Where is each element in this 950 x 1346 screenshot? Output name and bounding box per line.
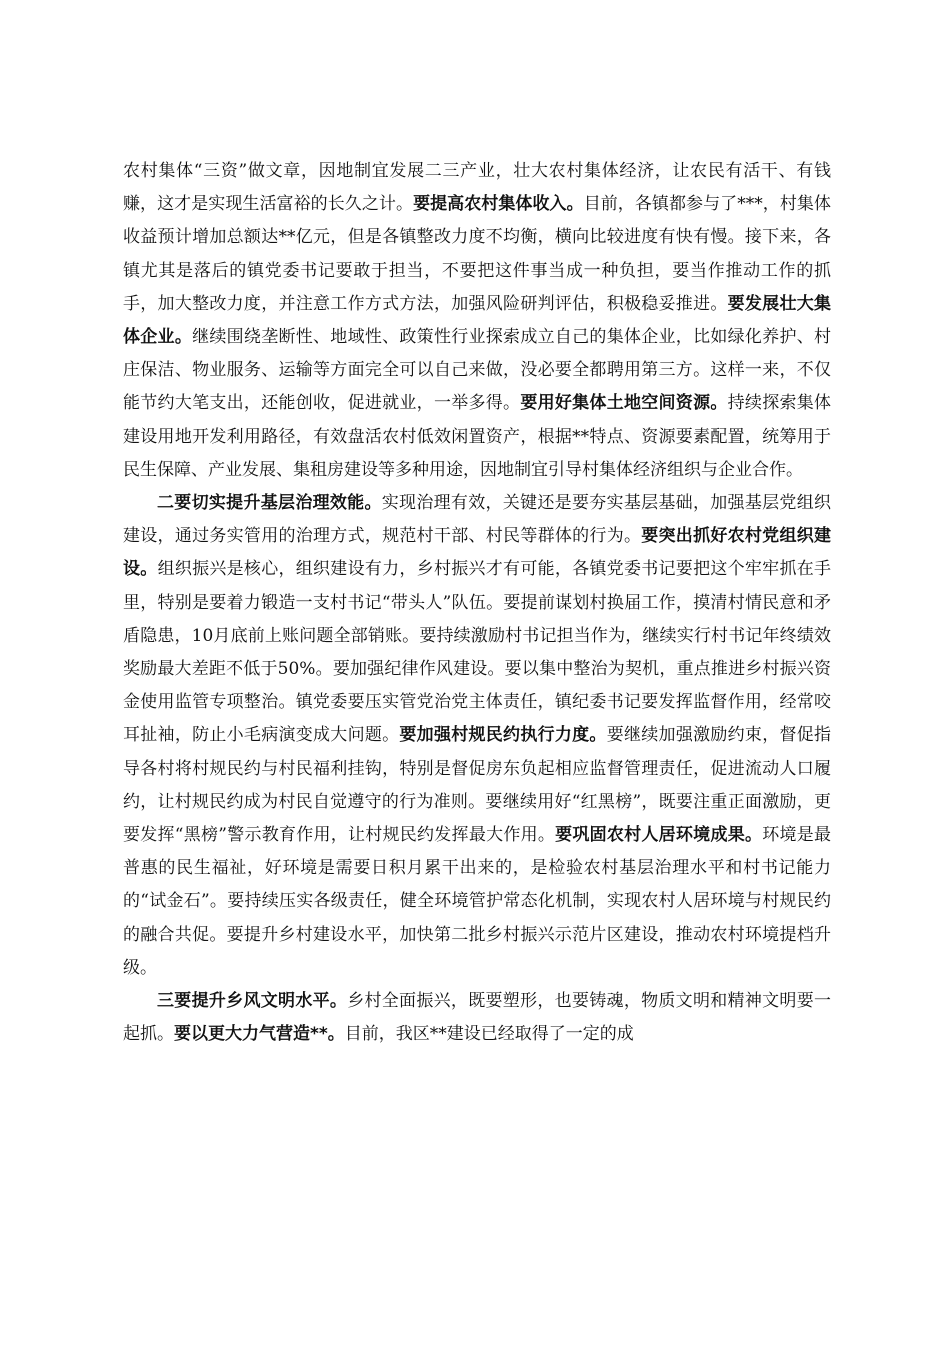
paragraph-1-text: 继续围绕垄断性、地域性、政策性行业探索成立自己的集体企业，比如绿化养护、村庄保洁、物业服务、运输等方面完全可以自己来做，没必要全都聘用第三方。这样一来，不仅能节约大笔支出，还能创收，促进就业，一举多得。: [123, 327, 832, 414]
paragraph-2-text: 组织振兴是核心，组织建设有力，乡村振兴才有可能，各镇党委书记要把这个牢牢抓在手里，特别是要着力锻造一支村书记“带头人”队伍。要提前谋划村换届工作，摸清村情民意和矛盾隐患，10月底前上账问题全部销账。要持续激励村书记担当作为，继续实行村书记年终绩效奖励最大差距不低于50%。要加强纪律作风建设。要以集中整治为契机，重点推进乡村振兴资金使用监管专项整治。镇党委要压实管党治党主体责任，镇纪委书记要发挥监督作用，经常咬耳扯袖，防止小毛病演变成大问题。: [123, 559, 832, 746]
paragraph-3: [123, 985, 831, 1051]
section-heading-governance: 二要切实提升基层治理效能。: [157, 493, 382, 514]
paragraph-2: [123, 487, 831, 985]
paragraph-1-text: 目前，各镇都参与了***，村集体收益预计增加总额达**亿元，但是各镇整改力度不均衡，横向比较进度有快有慢。接下来，各镇尤其是落后的镇党委书记要敢于担当，不要把这件事当成一种负担，要当作推动工作的抓手，加大整改力度，并注意工作方式方法，加强风险研判评估，积极稳妥推进。: [123, 194, 831, 314]
paragraph-1: [123, 155, 831, 487]
section-heading-civilization: 三要提升乡风文明水平。: [157, 991, 348, 1012]
heading-greater-effort: 要以更大力气营造**。: [174, 1024, 345, 1045]
paragraph-1-text: 农村集体“三资”做文章，因地制宜发展二三产业，壮大农村集体经济，让农民有活干、有钱赚，这才是实现生活富裕的长久之计。: [123, 161, 831, 215]
heading-collective-enterprise: 要发展壮大集体企业。: [123, 293, 831, 348]
paragraph-2-text: 环境是最普惠的民生福祉，好环境是需要日积月累干出来的，是检验农村基层治理水平和村书记能力的“试金石”。要持续压实各级责任，健全环境管护常态化机制，实现农村人居环境与村规民约的融合共促。要提升乡村建设水平，加快第二批乡村振兴示范片区建设，推动农村环境提档升级。: [123, 825, 831, 978]
paragraph-1-text: 持续探索集体建设用地开发利用路径，有效盘活农村低效闲置资产，根据**特点、资源要素配置，统筹用于民生保障、产业发展、集租房建设等多种用途，因地制宜引导村集体经济组织与企业合作。: [123, 393, 832, 480]
paragraph-3-text: 乡村全面振兴，既要塑形，也要铸魂，物质文明和精神文明要一起抓。: [123, 991, 832, 1045]
paragraph-2-text: 要继续加强激励约束，督促指导各村将村规民约与村民福利挂钩，特别是督促房东负起相应监督管理责任，促进流动人口履约，让村规民约成为村民自觉遵守的行为准则。要继续用好“红黑榜”，既要注重正面激励，更要发挥“黑榜”警示教育作用，让村规民约发挥最大作用。: [123, 725, 832, 846]
document-body: [123, 155, 831, 1051]
heading-village-rules: 要加强村规民约执行力度。: [399, 725, 607, 746]
heading-land-resources: 要用好集体土地空间资源。: [520, 393, 728, 414]
heading-collective-income: 要提高农村集体收入。: [413, 194, 584, 215]
paragraph-2-text: 实现治理有效，关键还是要夯实基层基础，加强基层党组织建设，通过务实管用的治理方式，规范村干部、村民等群体的行为。: [123, 493, 832, 547]
paragraph-3-text: 目前，我区**建设已经取得了一定的成: [344, 1024, 634, 1045]
heading-party-organization: 要突出抓好农村党组织建设。: [123, 526, 831, 580]
heading-living-environment: 要巩固农村人居环境成果。: [555, 825, 763, 846]
